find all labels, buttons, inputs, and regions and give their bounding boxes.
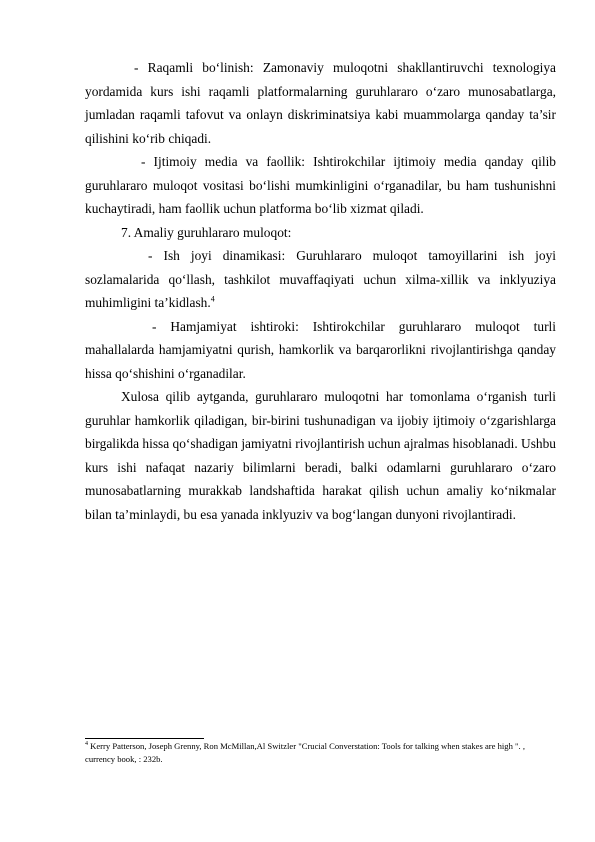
paragraph-conclusion: Xulosa qilib aytganda, guruhlararo muloqotni har tomonlama o‘rganish turli guruhlar hamkorlik qiladigan, bir-birini tushunadigan va ijobiy ijtimoiy o‘zgarishlarga birgalikda hissa qo‘shadigan jamiyatni rivojlantirish uchun ajralmas hisoblanadi. Ushbu kurs ishi nafaqat nazariy bilimlarni beradi, balki odamlarni guruhlararo o‘zaro munosabatlarning murakkab landshaftida harakat qilish uchun amaliy ko‘nikmalar bilan ta’minlaydi, bu esa yanada inklyuziv va bog‘langan dunyoni rivojlantiradi. (85, 389, 556, 522)
paragraph-social-media: - Ijtimoiy media va faollik: Ishtirokchilar ijtimoiy media qanday qilib guruhlararo muloqot vositasi bo‘lishi mumkinligini o‘rganadilar, bu ham tushunishni kuchaytiradi, ham faollik uchun platforma bo‘lib xizmat qiladi. (85, 154, 556, 216)
footnote-number: 4 (85, 741, 88, 748)
section-heading-7: 7. Amaliy guruhlararo muloqot: (121, 224, 292, 240)
paragraph-workplace (85, 244, 556, 315)
paragraph-workplace-text: - Ish joyi dinamikasi: Guruhlararo muloqot tamoyillarini ish joyi sozlamalarida qo‘llash, tashkilot muvaffaqiyati uchun xilma-xillik va inklyuziya muhimligini ta’kidlash. (85, 248, 556, 310)
footnote (85, 740, 556, 765)
paragraph-digital-divide: - Raqamli bo‘linish: Zamonaviy muloqotni shakllantiruvchi texnologiya yordamida kurs ishi raqamli platformalarning guruhlararo o‘zaro munosabatlarga, jumladan raqamli tafovut va onlayn diskriminatsiya kabi muammolarga qanday ta’sir qilishini ko‘rib chiqadi. (85, 60, 556, 146)
footnote-reference[interactable]: 4 (210, 294, 215, 304)
paragraph-community: - Hamjamiyat ishtiroki: Ishtirokchilar guruhlararo muloqot turli mahallalarda hamjamiyatni qurish, hamkorlik va barqarorlikni rivojlantirishga qanday hissa qo‘shishini o‘rganadilar. (85, 318, 556, 381)
page-body (85, 56, 556, 526)
footnote-divider (85, 738, 204, 739)
footnote-text: Kerry Patterson, Joseph Grenny, Ron McMillan,Al Switzler "Crucial Converstation: Tools for talking when stakes are high ". , currency book, : 232b. (85, 741, 525, 764)
